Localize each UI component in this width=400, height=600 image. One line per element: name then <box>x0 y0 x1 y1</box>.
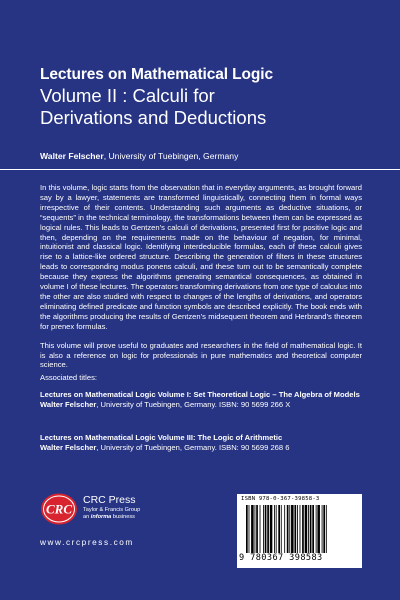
associated-title-2-author: Walter Felscher <box>40 443 97 452</box>
barcode-bar <box>323 505 325 553</box>
description-paragraph-1: In this volume, logic starts from the observation that in everyday arguments, as brought forward say by a lawyer, statements are transformed linguistically, connecting them in formal ways irrespective of their contents. Understanding such arguments as deductive situations, or “sequents” in the technical terminology, the transformations between them can be expressed as logical rules. This leads to Gentzen’s calculi of derivations, presented first for positive logic and then, depending on the requirements made on the behaviour of negation, for minimal, intuitionist and classical logic. Identifying interdeducible formulas, each of these calculi gives rise to a lattice-like ordered structure. Describing the generation of filters in these structures leads to corresponding modus ponens calculi, and these turn out to be semantically complete because they express the algorithms generating semantical consequences, as obtained in volume I of these lectures. The operators transforming derivations from one type of calculus into the other are also studied with respect to changes of the lengths of derivations, and operators eliminating defined predicate and function symbols are described explicitly. The book ends with the algorithms producing the results of Gentzen’s midsequent theorem and Herbrand’s theorem for prenex formulas. <box>40 183 362 331</box>
associated-title-1-byline <box>40 400 365 410</box>
title-block <box>40 65 380 129</box>
publisher-business-prefix: an <box>83 514 91 520</box>
publisher-website[interactable]: www.crcpress.com <box>40 538 134 547</box>
publisher-logo <box>40 492 150 532</box>
isbn-label: ISBN 978-0-367-39858-3 <box>241 496 320 502</box>
crc-logo-icon <box>40 492 78 526</box>
publisher-business-brand: informa <box>90 514 112 520</box>
crc-logo-text: CRC <box>45 501 73 517</box>
associated-title-2-name: Lectures on Mathematical Logic Volume III: The Logic of Arithmetic <box>40 433 283 442</box>
barcode-bar <box>255 505 256 553</box>
publisher-business <box>83 514 173 521</box>
author-affiliation: , University of Tuebingen, Germany <box>103 151 239 161</box>
barcode-bar <box>263 505 264 553</box>
description <box>40 183 362 379</box>
associated-title-1 <box>40 390 365 410</box>
publisher-name: CRC Press <box>83 494 136 506</box>
barcode-bar <box>326 505 327 553</box>
barcode-bar <box>291 505 294 553</box>
barcode-bar <box>274 505 275 553</box>
barcode-bar <box>305 505 308 553</box>
ean-number: 9 780367 398583 <box>239 553 323 563</box>
barcode-bar <box>276 505 277 553</box>
publisher-group: Taylor & Francis Group <box>83 507 141 513</box>
volume-title-line-2: Derivations and Deductions <box>40 107 267 128</box>
barcode-bar <box>289 505 290 553</box>
associated-title-1-author: Walter Felscher <box>40 400 97 409</box>
barcode-bar <box>260 505 261 553</box>
barcode-bar <box>317 505 320 553</box>
associated-title-2-details: , University of Tuebingen, Germany. ISBN: 90 5699 268 6 <box>96 443 290 452</box>
barcode-bar <box>297 505 298 553</box>
barcode-bar <box>287 505 289 553</box>
divider-rule <box>0 169 400 170</box>
associated-title-2-byline <box>40 443 365 453</box>
series-title: Lectures on Mathematical Logic <box>40 66 273 83</box>
author-line <box>40 151 380 162</box>
barcode-bar <box>310 505 312 553</box>
barcode-bar <box>251 505 254 553</box>
barcode-bar <box>322 505 323 553</box>
barcode-panel <box>237 494 362 568</box>
associated-title-2 <box>40 433 365 453</box>
barcode-bar <box>256 505 258 553</box>
barcode-bar <box>312 505 314 553</box>
barcode-bar <box>284 505 285 553</box>
volume-title-line-1: Volume II : Calculi for <box>40 85 215 106</box>
barcode-bar <box>316 505 317 553</box>
barcode-bar <box>270 505 273 553</box>
barcode-icon <box>246 505 354 553</box>
barcode-bar <box>267 505 269 553</box>
barcode-bar <box>265 505 267 553</box>
associated-titles-heading: Associated titles: <box>40 373 97 382</box>
associated-title-1-name: Lectures on Mathematical Logic Volume I: Set Theoretical Logic – The Algebra of Models <box>40 390 360 399</box>
description-paragraph-2: This volume will prove useful to graduates and researchers in the field of mathematical logic. It is also a reference on logic for professionals in pure mathematics and theoretical computer science. <box>40 340 362 370</box>
barcode-bar <box>300 505 301 553</box>
barcode-bar <box>302 505 304 553</box>
publisher-business-suffix: business <box>111 514 135 520</box>
barcode-bar <box>281 505 282 553</box>
barcode-bar <box>308 505 309 553</box>
associated-title-1-details: , University of Tuebingen, Germany. ISBN: 90 5699 266 X <box>96 400 291 409</box>
author-name: Walter Felscher <box>40 151 104 161</box>
barcode-bar <box>294 505 296 553</box>
barcode-bar <box>246 505 248 553</box>
barcode-bar <box>249 505 250 553</box>
barcode-bar <box>278 505 280 553</box>
